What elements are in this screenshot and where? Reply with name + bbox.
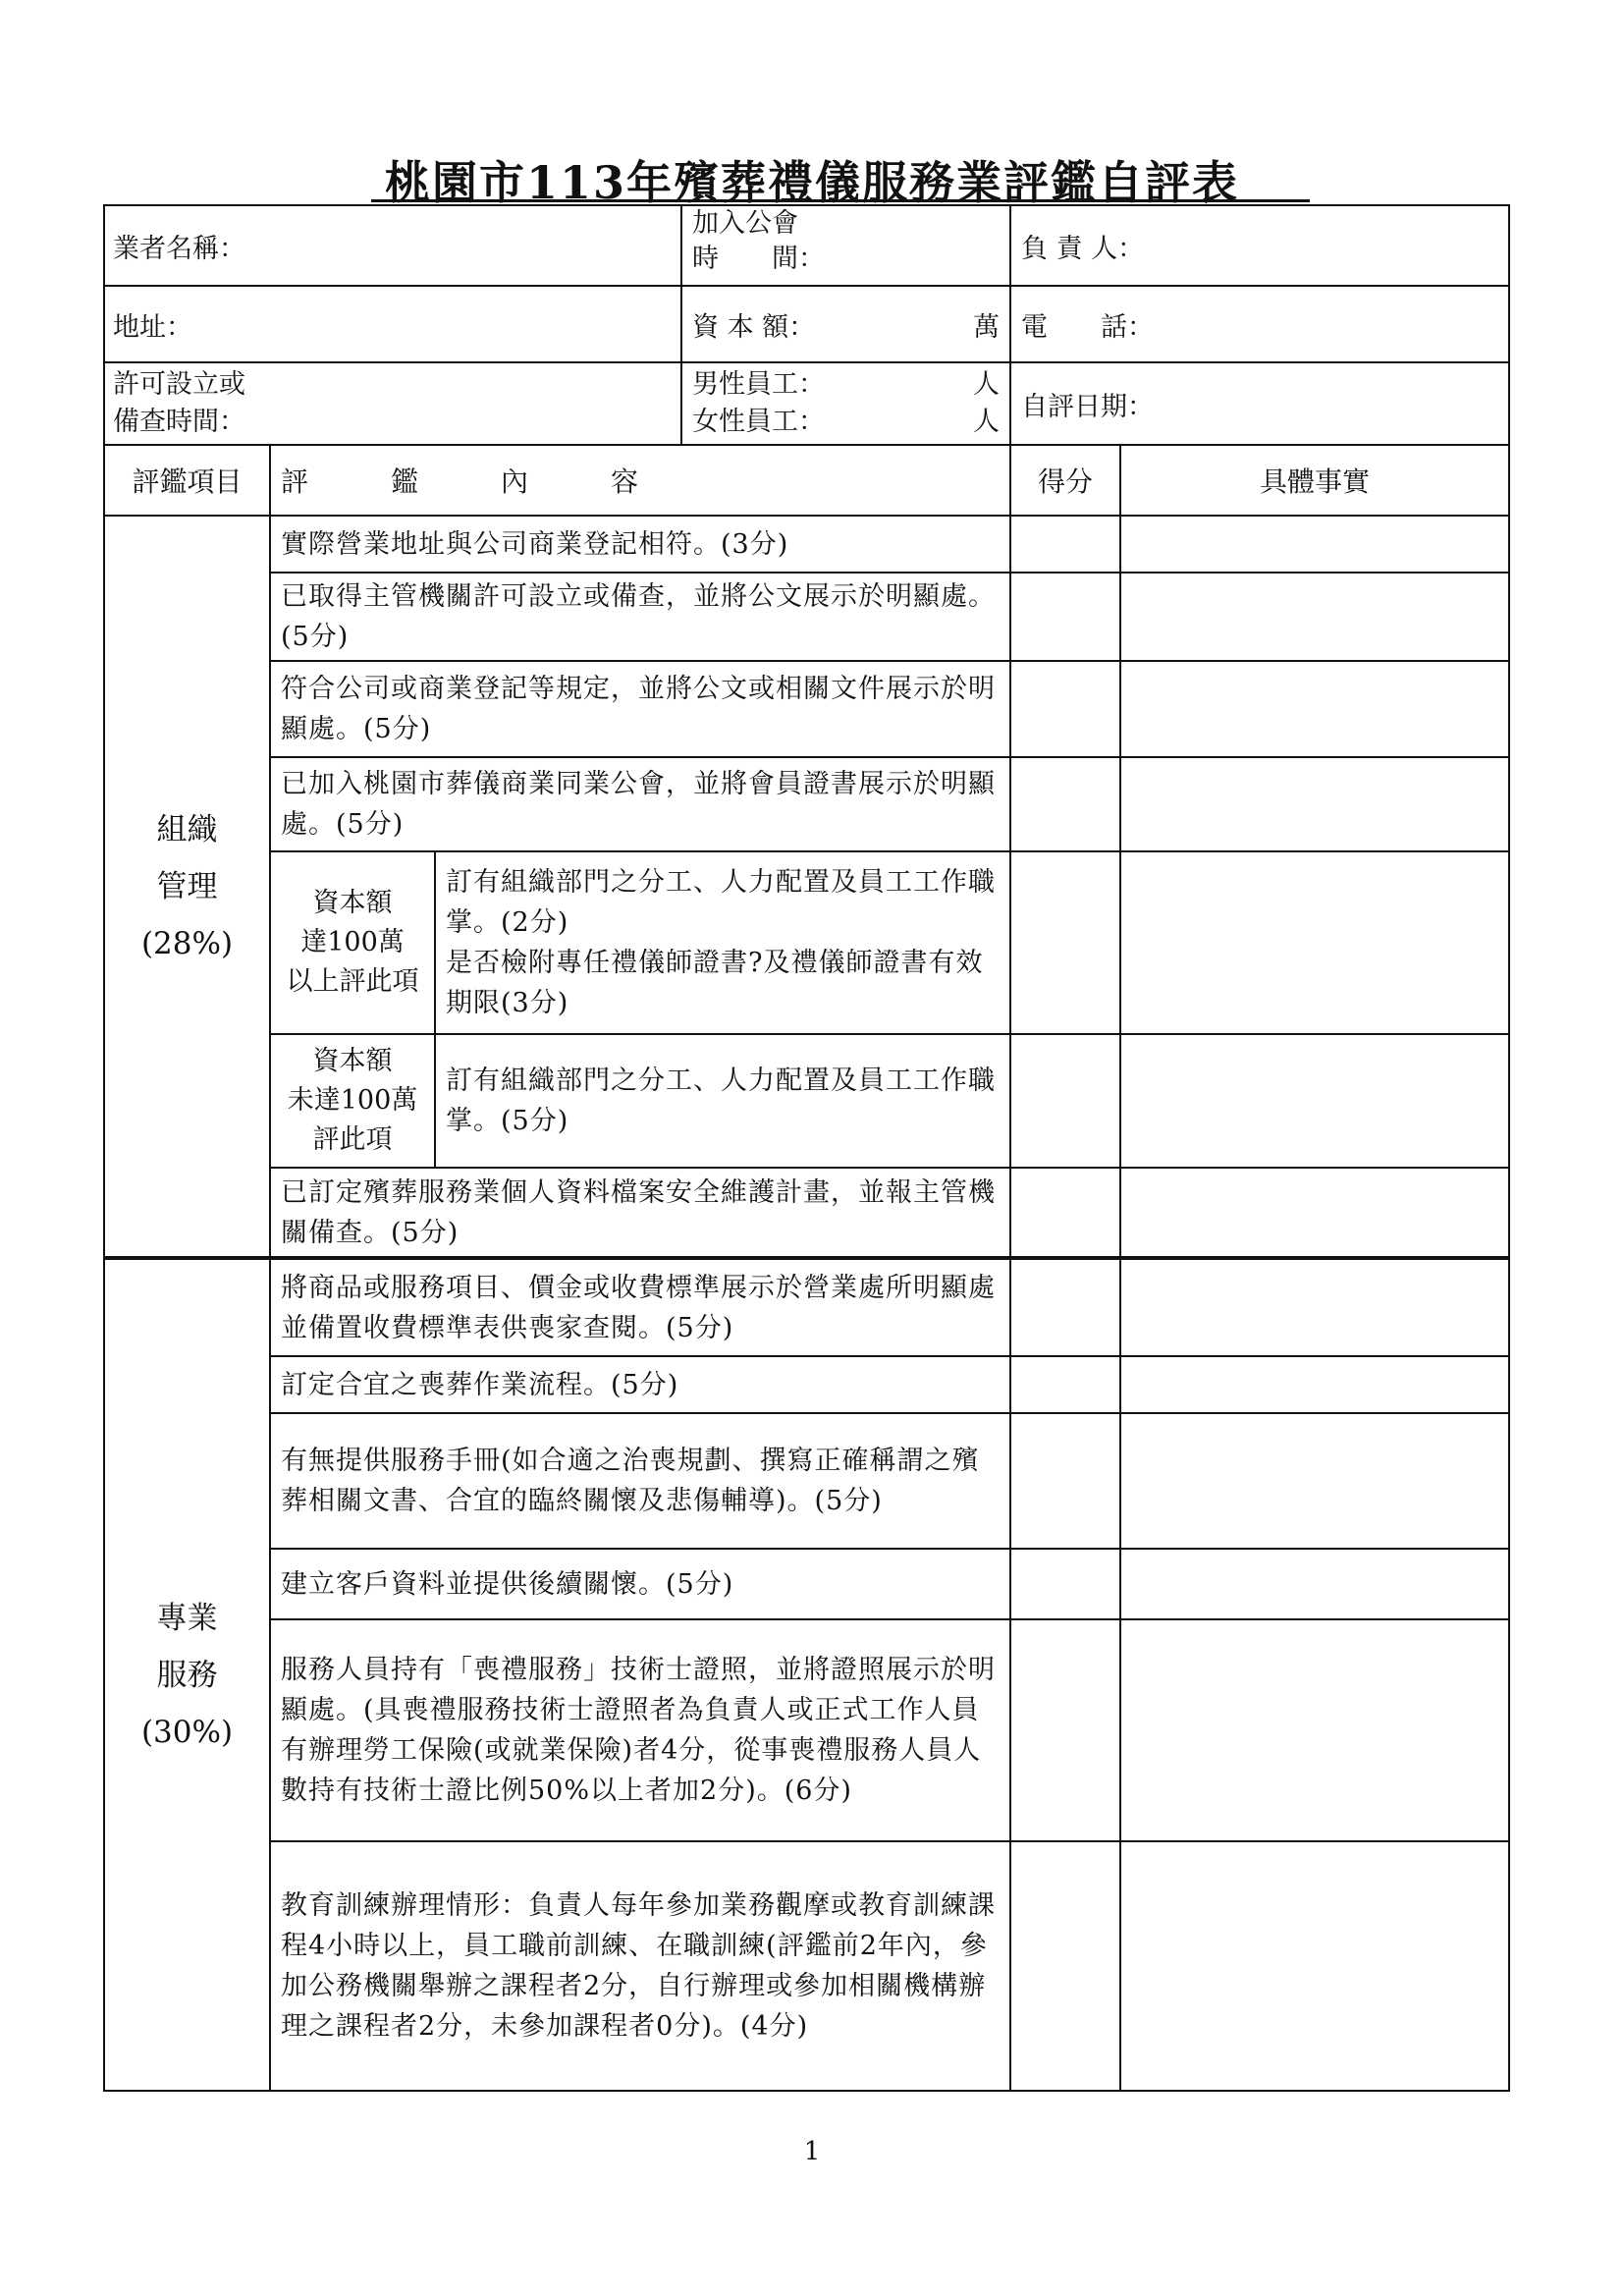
score-input[interactable] (1010, 1258, 1120, 1356)
self-eval-date-field[interactable] (1010, 362, 1509, 445)
facts-input[interactable] (1120, 757, 1509, 851)
criteria-subitem: 訂有組織部門之分工、人力配置及員工工作職掌。(2分) (446, 867, 996, 938)
address-cell (104, 286, 1010, 362)
criteria-item: 教育訓練辦理情形：負責人每年參加業務觀摩或教育訓練課程4小時以上，員工職前訓練、在職訓練(評鑑前2年內，參加公務機關舉辦之課程者2分，自行辦理或參加相關機構辦理之課程者2分，未參加課程者0分)。(4分) (270, 1841, 1010, 2091)
title-underline (371, 199, 1310, 202)
col-score: 得分 (1010, 445, 1120, 516)
capital-under-100-label (270, 1034, 435, 1168)
col-category: 評鑑項目 (104, 445, 270, 516)
criteria-item: 訂有組織部門之分工、人力配置及員工工作職掌。(5分) (435, 1034, 1010, 1168)
criteria-item: 將商品或服務項目、價金或收費標準展示於營業處所明顯處並備置收費標準表供喪家查閱。(5分) (270, 1258, 1010, 1356)
owner-label: 負 責 人： (1021, 233, 1145, 264)
category-pro-weight: (30%) (140, 1714, 234, 1750)
capital-over-100-label (270, 851, 435, 1034)
facts-input[interactable] (1120, 1258, 1509, 1356)
phone-field[interactable] (1010, 286, 1509, 362)
facts-input[interactable] (1120, 1619, 1509, 1841)
capital-over-label-2: 達100萬 (300, 927, 405, 957)
category-pro-name-2: 服務 (156, 1657, 218, 1693)
staff-field[interactable] (682, 363, 1009, 444)
capital-over-label-1: 資本額 (312, 888, 393, 918)
facts-input[interactable] (1120, 1034, 1509, 1168)
facts-input[interactable] (1120, 661, 1509, 757)
owner-field[interactable] (1010, 205, 1509, 286)
criteria-item (435, 851, 1010, 1034)
page-number: 1 (803, 2137, 821, 2166)
facts-input[interactable] (1120, 1356, 1509, 1413)
facts-input[interactable] (1120, 516, 1509, 573)
permit-cell (104, 362, 1010, 445)
criteria-item: 已訂定殯葬服務業個人資料檔案安全維護計畫，並報主管機關備查。(5分) (270, 1168, 1010, 1258)
category-org-weight: (28%) (140, 925, 234, 961)
company-name-label: 業者名稱： (113, 233, 245, 264)
company-name-field[interactable] (105, 206, 682, 285)
criteria-item: 符合公司或商業登記等規定，並將公文或相關文件展示於明顯處。(5分) (270, 661, 1010, 757)
permit-label-2: 備查時間： (113, 407, 245, 437)
score-input[interactable] (1010, 1413, 1120, 1549)
male-staff-label: 男性員工： (692, 369, 825, 400)
score-input[interactable] (1010, 851, 1120, 1034)
capital-field[interactable] (682, 287, 1009, 361)
criteria-item: 實際營業地址與公司商業登記相符。(3分) (270, 516, 1010, 573)
score-input[interactable] (1010, 1034, 1120, 1168)
score-input[interactable] (1010, 573, 1120, 661)
facts-input[interactable] (1120, 1413, 1509, 1549)
criteria-item: 訂定合宜之喪葬作業流程。(5分) (270, 1356, 1010, 1413)
permit-field[interactable] (105, 363, 682, 444)
permit-label-1: 許可設立或 (113, 369, 245, 400)
female-staff-unit: 人 (973, 407, 1000, 437)
category-pro-name-1: 專業 (156, 1600, 218, 1636)
criteria-item: 建立客戶資料並提供後續關懷。(5分) (270, 1549, 1010, 1619)
category-org-name-2: 管理 (156, 868, 218, 904)
capital-over-label-3: 以上評此項 (286, 966, 419, 997)
company-cell (104, 205, 1010, 286)
criteria-subitem: 是否檢附專任禮儀師證書?及禮儀師證書有效期限(3分) (446, 948, 984, 1018)
score-input[interactable] (1010, 1168, 1120, 1258)
female-staff-label: 女性員工： (692, 407, 825, 437)
join-union-field[interactable] (682, 206, 1009, 285)
category-org-management (104, 516, 270, 1258)
score-input[interactable] (1010, 757, 1120, 851)
capital-unit: 萬 (973, 311, 1000, 343)
address-field[interactable] (105, 287, 682, 361)
self-eval-date-label: 自評日期： (1021, 391, 1154, 422)
capital-under-label-3: 評此項 (312, 1124, 393, 1155)
capital-under-label-1: 資本額 (312, 1046, 393, 1076)
join-union-label-1: 加入公會 (692, 208, 798, 239)
col-facts: 具體事實 (1120, 445, 1509, 516)
form-title: 桃園市113年殯葬禮儀服務業評鑑自評表 (384, 156, 1240, 209)
facts-input[interactable] (1120, 851, 1509, 1034)
score-input[interactable] (1010, 516, 1120, 573)
male-staff-unit: 人 (973, 369, 1000, 400)
capital-under-label-2: 未達100萬 (287, 1085, 418, 1116)
facts-input[interactable] (1120, 1549, 1509, 1619)
facts-input[interactable] (1120, 1841, 1509, 2091)
score-input[interactable] (1010, 661, 1120, 757)
score-input[interactable] (1010, 1841, 1120, 2091)
score-input[interactable] (1010, 1619, 1120, 1841)
category-professional-service (104, 1258, 270, 2091)
capital-label: 資 本 額： (692, 311, 816, 343)
join-union-label-2: 時 間： (692, 244, 825, 274)
criteria-item: 服務人員持有「喪禮服務」技術士證照，並將證照展示於明顯處。(具喪禮服務技術士證照者為負責人或正式工作人員有辦理勞工保險(或就業保險)者4分，從事喪禮服務人員人數持有技術士證比例50%以上者加2分)。(6分) (270, 1619, 1010, 1841)
phone-label: 電 話： (1021, 311, 1154, 343)
facts-input[interactable] (1120, 1168, 1509, 1258)
facts-input[interactable] (1120, 573, 1509, 661)
criteria-item: 已取得主管機關許可設立或備查，並將公文展示於明顯處。(5分) (270, 573, 1010, 661)
category-org-name-1: 組織 (156, 811, 218, 847)
address-label: 地址： (113, 311, 192, 343)
col-content (270, 445, 1010, 516)
score-input[interactable] (1010, 1549, 1120, 1619)
col-content-label: 評 鑑 內 容 (281, 465, 639, 498)
score-input[interactable] (1010, 1356, 1120, 1413)
criteria-item: 已加入桃園市葬儀商業同業公會，並將會員證書展示於明顯處。(5分) (270, 757, 1010, 851)
criteria-item: 有無提供服務手冊(如合適之治喪規劃、撰寫正確稱謂之殯葬相關文書、合宜的臨終關懷及悲傷輔導)。(5分) (270, 1413, 1010, 1549)
evaluation-table (103, 204, 1510, 2092)
